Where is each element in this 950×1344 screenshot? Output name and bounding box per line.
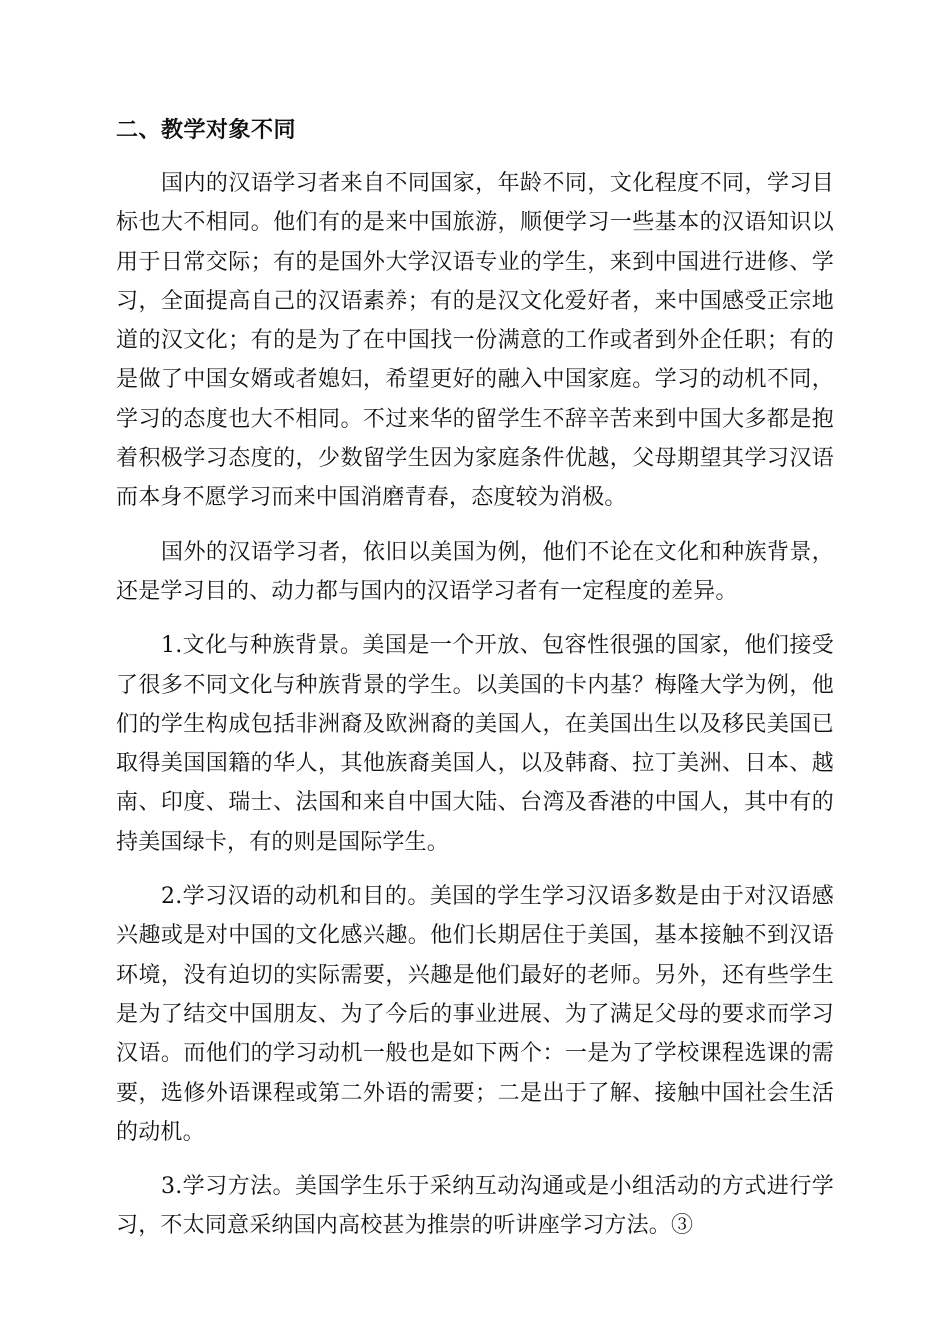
paragraph-overseas: 国外的汉语学习者，依旧以美国为例，他们不论在文化和种族背景，还是学习目的、动力都与国内的汉语学习者有一定程度的差异。 xyxy=(116,539,834,604)
section-heading: 二、教学对象不同 xyxy=(116,118,297,143)
paragraph-motivation: 2.学习汉语的动机和目的。美国的学生学习汉语多数是由于对汉语感兴趣或是对中国的文化感兴趣。他们长期居住于美国，基本接触不到汉语环境，没有迫切的实际需要，兴趣是他们最好的老师。另外，还有些学生是为了结交中国朋友、为了今后的事业进展、为了满足父母的要求而学习汉语。而他们的学习动机一般也是如下两个：一是为了学校课程选课的需要，选修外语课程或第二外语的需要；二是出于了解、接触中国社会生活的动机。 xyxy=(116,884,834,1145)
paragraph-culture-background: 1.文化与种族背景。美国是一个开放、包容性很强的国家，他们接受了很多不同文化与种族背景的学生。以美国的卡内基？梅隆大学为例，他们的学生构成包括非洲裔及欧洲裔的美国人，在美国出生以及移民美国已取得美国国籍的华人，其他族裔美国人，以及韩裔、拉丁美洲、日本、越南、印度、瑞士、法国和来自中国大陆、台湾及香港的中国人，其中有的持美国绿卡，有的则是国际学生。 xyxy=(116,633,834,855)
paragraph-intro: 国内的汉语学习者来自不同国家，年龄不同，文化程度不同，学习目标也大不相同。他们有的是来中国旅游，顺便学习一些基本的汉语知识以用于日常交际；有的是国外大学汉语专业的学生，来到中国进行进修、学习，全面提高自己的汉语素养；有的是汉文化爱好者，来中国感受正宗地道的汉文化；有的是为了在中国找一份满意的工作或者到外企任职；有的是做了中国女婿或者媳妇，希望更好的融入中国家庭。学习的动机不同，学习的态度也大不相同。不过来华的留学生不辞辛苦来到中国大多都是抱着积极学习态度的，少数留学生因为家庭条件优越，父母期望其学习汉语而本身不愿学习而来中国消磨青春，态度较为消极。 xyxy=(116,171,834,511)
paragraph-learning-method: 3.学习方法。美国学生乐于采纳互动沟通或是小组活动的方式进行学习，不太同意采纳国内高校甚为推崇的听讲座学习方法。③ xyxy=(116,1174,834,1239)
document-body xyxy=(116,112,834,1261)
